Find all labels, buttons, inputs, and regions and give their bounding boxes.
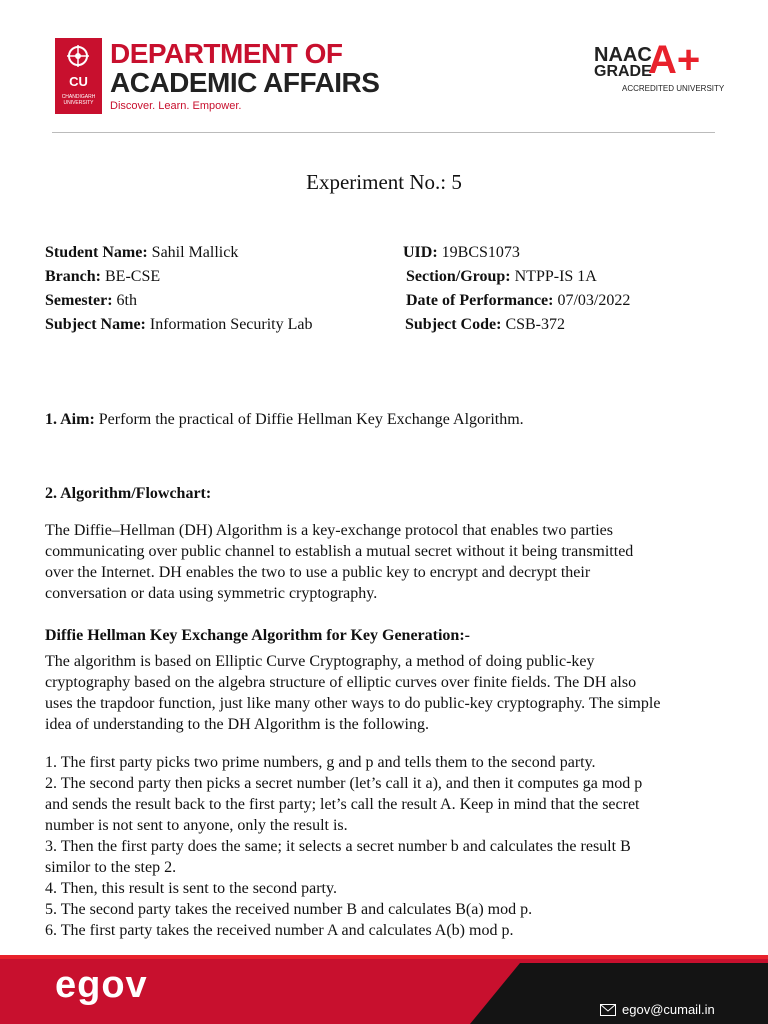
subject-value: Information Security Lab <box>145 316 313 333</box>
header-divider <box>52 132 715 133</box>
steps-list <box>45 752 735 941</box>
list-item: number is not sent to anyone, only the result is. <box>45 817 348 834</box>
footer-email[interactable] <box>600 1001 730 1021</box>
subject-code <box>405 316 565 334</box>
branch-value: BE-CSE <box>101 268 161 285</box>
paragraph-line: idea of understanding to the DH Algorithm is the following. <box>45 716 429 733</box>
dept-title-line2: ACADEMIC AFFAIRS <box>110 67 380 98</box>
paragraph-line: The Diffie–Hellman (DH) Algorithm is a key-exchange protocol that enables two parties <box>45 522 613 539</box>
paragraph-line: conversation or data using symmetric cryptography. <box>45 585 378 602</box>
egov-logo: egov <box>55 964 148 1006</box>
aim-text: Perform the practical of Diffie Hellman Key Exchange Algorithm. <box>94 411 524 428</box>
paragraph-line: uses the trapdoor function, just like many other ways to do public-key cryptography. The simple <box>45 695 661 712</box>
list-item: 1. The first party picks two prime numbers, g and p and tells them to the second party. <box>45 754 596 771</box>
section-label: Section/Group: <box>406 268 511 285</box>
branch-label: Branch: <box>45 268 101 285</box>
description-paragraph <box>45 651 735 735</box>
naac-text: NAAC <box>594 44 652 66</box>
dept-title-line1: DEPARTMENT OF <box>110 38 343 69</box>
cu-emblem-icon <box>66 44 90 68</box>
date-label: Date of Performance: <box>406 292 554 309</box>
grade-aplus: A+ <box>648 38 701 82</box>
email-text[interactable]: egov@cumail.in <box>622 1002 715 1017</box>
grade-text: GRADE <box>594 63 652 80</box>
list-item: 3. Then the first party does the same; it selects a secret number b and calculates the result B <box>45 838 631 855</box>
subject-name <box>45 316 313 334</box>
uid-value: 19BCS1073 <box>437 244 520 261</box>
page-header <box>0 0 768 135</box>
uid <box>403 244 520 262</box>
paragraph-line: The algorithm is based on Elliptic Curve Cryptography, a method of doing public-key <box>45 653 595 670</box>
page-title: Experiment No.: 5 <box>306 170 462 194</box>
logo-subtext: CHANDIGARH UNIVERSITY <box>61 94 96 106</box>
branch <box>45 268 160 286</box>
semester-value: 6th <box>112 292 137 309</box>
list-item: 2. The second party then picks a secret number (let’s call it a), and then it computes ga mod p <box>45 775 643 792</box>
semester <box>45 292 137 310</box>
logo-text: CU <box>69 74 88 89</box>
cu-logo <box>55 38 102 114</box>
semester-label: Semester: <box>45 292 113 309</box>
date-of-performance <box>406 292 630 310</box>
aim-label: 1. Aim: <box>45 411 95 428</box>
student-value: Sahil Mallick <box>147 244 239 261</box>
code-value: CSB-372 <box>501 316 566 333</box>
algorithm-heading: 2. Algorithm/Flowchart: <box>45 485 212 502</box>
list-item: 5. The second party takes the received number B and calculates B(a) mod p. <box>45 901 533 918</box>
uid-label: UID: <box>403 244 438 261</box>
intro-paragraph <box>45 520 735 604</box>
aim <box>45 411 524 429</box>
mail-icon <box>600 1004 616 1016</box>
code-label: Subject Code: <box>405 316 502 333</box>
paragraph-line: over the Internet. DH enables the two to use a public key to encrypt and decrypt their <box>45 564 591 581</box>
tagline: Discover. Learn. Empower. <box>110 100 242 112</box>
student-name <box>45 244 238 262</box>
student-label: Student Name: <box>45 244 148 261</box>
date-value: 07/03/2022 <box>553 292 631 309</box>
paragraph-line: cryptography based on the algebra structure of elliptic curves over finite fields. The DH also <box>45 674 637 691</box>
key-generation-subheading: Diffie Hellman Key Exchange Algorithm for Key Generation:- <box>45 627 470 644</box>
list-item: 6. The first party takes the received number A and calculates A(b) mod p. <box>45 922 514 939</box>
accredited-text: ACCREDITED UNIVERSITY <box>622 84 725 93</box>
list-item: 4. Then, this result is sent to the second party. <box>45 880 337 897</box>
list-item: and sends the result back to the first party; let’s call the result A. Keep in mind that the secret <box>45 796 640 813</box>
section-group <box>406 268 597 286</box>
subject-label: Subject Name: <box>45 316 146 333</box>
list-item: similor to the step 2. <box>45 859 177 876</box>
section-value: NTPP-IS 1A <box>510 268 597 285</box>
paragraph-line: communicating over public channel to establish a mutual secret without it being transmitted <box>45 543 634 560</box>
